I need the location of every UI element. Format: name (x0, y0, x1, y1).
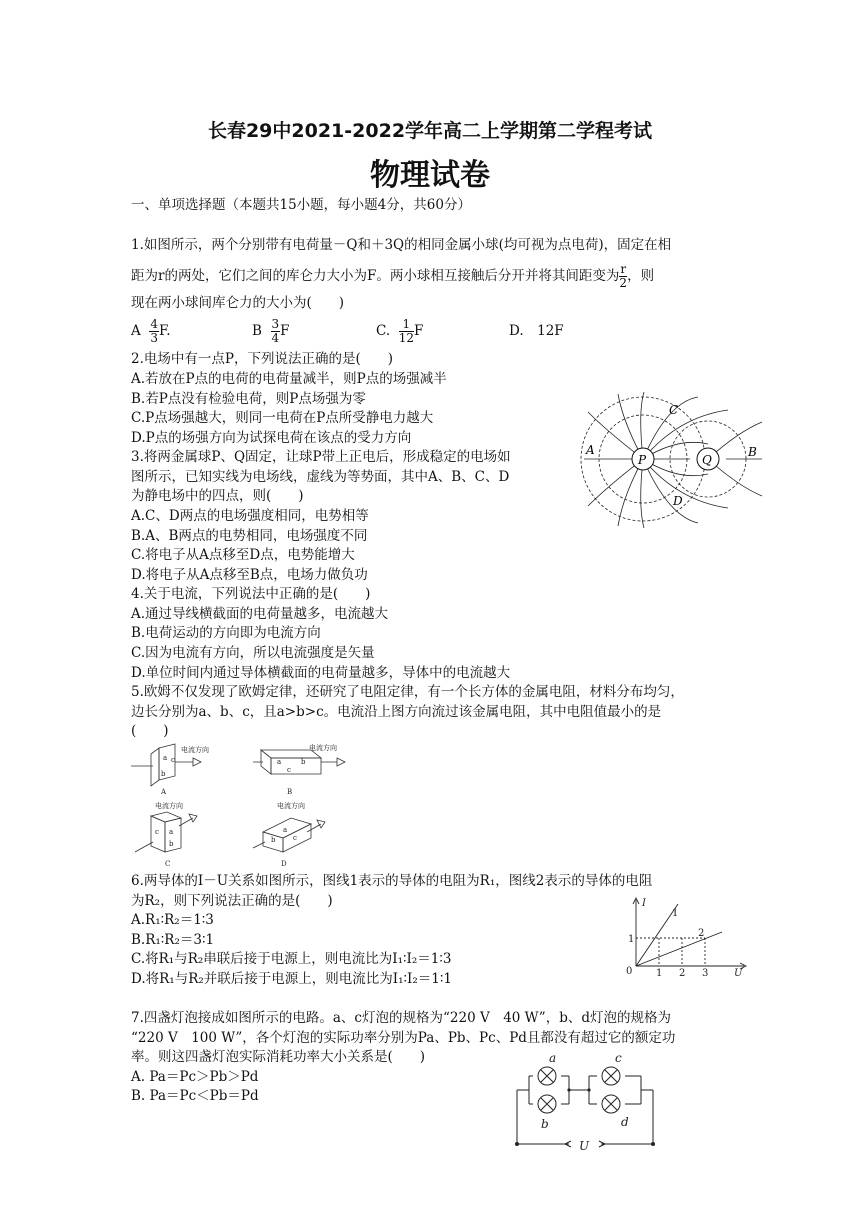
q1-option-c-frac (399, 318, 414, 345)
q1-line1: 1.如图所示，两个分别带有电荷量－Q和＋3Q的相同金属小球(均可视为点电荷)，固定在相 (131, 237, 672, 253)
exam-header-title: 长春29中2021-2022学年高二上学期第二学程考试 (207, 120, 653, 142)
section-heading: 一、单项选择题（本题共15小题，每小题4分，共60分） (131, 197, 471, 213)
q3-option-a: A.C、D两点的电场强度相同，电势相等 (131, 508, 369, 524)
edge-c-a: c (171, 756, 175, 764)
q1-frac-den: 2 (619, 276, 628, 290)
q1-line2-end: ，则 (627, 268, 655, 284)
block-b (253, 750, 345, 774)
q1-frac-num: r (620, 262, 627, 276)
label-d: D (673, 494, 683, 508)
q1-a-num: 4 (150, 317, 158, 331)
edge-b-b: b (301, 758, 306, 766)
q2-option-d: D.P点的场强方向为试探电荷在该点的受力方向 (131, 430, 412, 446)
q6-line1: 6.两导体的I－U关系如图所示，图线1表示的导体的电阻为R₁，图线2表示的导体的电阻 (131, 873, 653, 889)
edge-a-d: a (283, 826, 288, 834)
q3-line3: 为静电场中的四点，则( ) (131, 488, 304, 504)
q1-option-d: D. 12F (509, 323, 564, 339)
q7-line3: 率。则这四盏灯泡实际消耗功率大小关系是( ) (131, 1049, 426, 1065)
edge-a-c: a (169, 828, 174, 836)
q4-option-a: A.通过导线横截面的电荷量越多，电流越大 (131, 606, 389, 622)
lamp-b-label: b (541, 1117, 549, 1131)
tick-1: 1 (656, 968, 663, 978)
label-a: A (586, 443, 595, 457)
tick-2: 2 (679, 968, 686, 978)
label-c: C (669, 403, 679, 417)
q1-option-a-label: A (131, 323, 141, 339)
q3-option-c: C.将电子从A点移至D点，电势能增大 (131, 547, 355, 563)
q3-option-b: B.A、B两点的电势相同，电场强度不同 (131, 528, 368, 544)
q1-b-den: 4 (271, 331, 280, 345)
q4-option-b: B.电荷运动的方向即为电流方向 (131, 625, 321, 641)
origin-label: 0 (626, 966, 633, 977)
edge-a-a: a (163, 754, 168, 762)
q5-line3: ( ) (131, 723, 169, 739)
q1-option-b-label: B (252, 323, 262, 339)
block-label-b: B (287, 788, 293, 796)
axis-i-label: I (642, 898, 646, 909)
q3-option-d: D.将电子从A点移至B点，电场力做负功 (131, 567, 368, 583)
resistor-blocks-figure (131, 742, 361, 868)
q7-line2: “220 V 100 W”，各个灯泡的实际功率分别为Pa、Pb、Pc、Pd且都没有超过它的额定功 (131, 1030, 676, 1046)
q1-a-den: 3 (150, 331, 158, 345)
label-p: P (638, 453, 647, 467)
edge-b-a: b (161, 770, 166, 778)
block-label-c: C (165, 860, 171, 868)
block-d (253, 818, 325, 852)
iu-graph (620, 894, 750, 978)
tick-3: 3 (702, 968, 709, 978)
q7-option-a: A. Pa＝Pc＞Pb＞Pd (131, 1069, 259, 1085)
q2-stem: 2.电场中有一点P，下列说法正确的是( ) (131, 351, 393, 367)
q3-line1: 3.将两金属球P、Q固定，让球P带上正电后，形成稳定的电场如 (131, 449, 511, 465)
q1-a-tail: F. (158, 323, 171, 339)
q6-option-c: C.将R₁与R₂串联后接于电源上，则电流比为I₁∶I₂＝1∶3 (131, 951, 452, 967)
line-2-label: 2 (698, 928, 705, 939)
axis-u-label: U (734, 968, 743, 978)
electric-field-diagram (578, 392, 764, 528)
q5-line2: 边长分别为a、b、c，且a>b>c。电流沿上图方向流过该金属电阻，其中电阻值最小的是 (131, 704, 662, 720)
q2-option-c: C.P点场强越大，则同一电荷在P点所受静电力越大 (131, 410, 434, 426)
label-q: Q (702, 453, 712, 467)
edge-a-b: a (277, 758, 282, 766)
lamp-d (602, 1095, 620, 1113)
current-label-a: 电流方向 (181, 746, 209, 754)
q1-option-b-frac (271, 318, 281, 345)
edge-c-b: c (287, 766, 291, 774)
q1-option-a-frac (149, 318, 159, 345)
block-label-a: A (161, 788, 167, 796)
current-label-b: 电流方向 (309, 744, 337, 752)
current-label-c: 电流方向 (155, 802, 183, 810)
line-1-label: 1 (672, 908, 679, 919)
q6-option-d: D.将R₁与R₂并联后接于电源上，则电流比为I₁∶I₂＝1∶1 (131, 971, 452, 987)
q4-option-c: C.因为电流有方向，所以电流强度是矢量 (131, 645, 375, 661)
q2-option-b: B.若P点没有检验电荷，则P点场强为零 (131, 391, 366, 407)
q1-c-num: 1 (399, 318, 414, 332)
edge-c-d: c (293, 834, 297, 842)
q1-line2-text: 距为r的两处，它们之间的库仑力大小为F。两小球相互接触后分开并将其间距变为 (131, 268, 620, 284)
voltage-label: U (579, 1139, 590, 1153)
lamp-c-label: c (615, 1051, 622, 1065)
lamp-a-label: a (549, 1051, 557, 1065)
q4-option-d: D.单位时间内通过导体横截面的电荷量越多，导体中的电流越大 (131, 665, 511, 681)
q1-c-den: 12 (398, 331, 415, 345)
q5-line1: 5.欧姆不仅发现了欧姆定律，还研究了电阻定律，有一个长方体的金属电阻，材料分布均匀， (131, 684, 684, 700)
q3-line2: 图所示，已知实线为电场线，虚线为等势面，其中A、B、C、D (131, 469, 510, 485)
q1-option-c-label: C. (376, 323, 391, 339)
lamp-c (602, 1067, 620, 1085)
q1-line2 (131, 263, 654, 290)
q6-option-a: A.R₁∶R₂＝1∶3 (131, 912, 214, 928)
exam-subject-title: 物理试卷 (370, 158, 490, 193)
q1-option-b (252, 318, 290, 345)
lamp-circuit-diagram (505, 1050, 665, 1154)
q1-line3: 现在两小球间库仑力的大小为( ) (131, 295, 345, 311)
q6-option-b: B.R₁∶R₂＝3∶1 (131, 932, 215, 948)
q1-option-a (131, 318, 171, 345)
edge-b-d: b (271, 836, 276, 844)
lamp-b (538, 1095, 556, 1113)
lamp-a (538, 1067, 556, 1085)
tick-y-1: 1 (628, 934, 635, 945)
edge-c-c: c (155, 828, 159, 836)
q1-b-num: 3 (271, 317, 280, 331)
current-label-d: 电流方向 (277, 802, 305, 810)
block-c (135, 812, 197, 852)
q1-distance-fraction (619, 263, 627, 290)
block-label-d: D (281, 860, 287, 868)
lamp-d-label: d (621, 1115, 629, 1129)
q1-option-c (376, 318, 423, 345)
edge-b-c: b (169, 840, 174, 848)
q7-line1: 7.四盏灯泡接成如图所示的电路。a、c灯泡的规格为“220 V 40 W”，b、d灯泡的规格为 (131, 1010, 671, 1026)
q1-b-tail: F (280, 323, 290, 339)
q2-option-a: A.若放在P点的电荷的电荷量减半，则P点的场强减半 (131, 371, 447, 387)
q6-line2: 为R₂，则下列说法正确的是( ) (131, 893, 333, 909)
label-b: B (748, 445, 757, 459)
q4-stem: 4.关于电流，下列说法中正确的是( ) (131, 586, 371, 602)
q1-c-tail: F (414, 323, 424, 339)
q7-option-b: B. Pa＝Pc＜Pb＝Pd (131, 1088, 259, 1104)
